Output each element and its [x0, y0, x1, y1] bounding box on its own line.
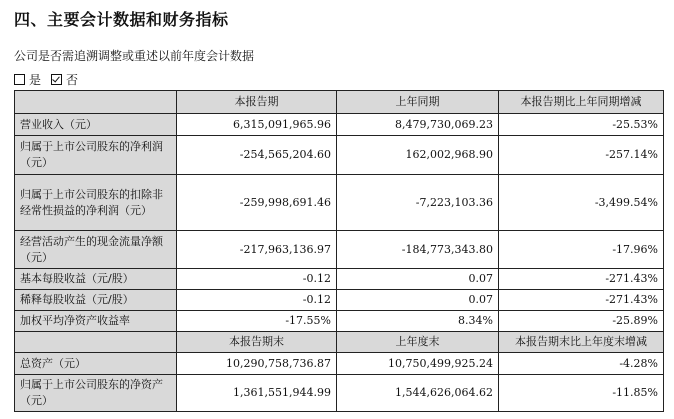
header-cell: 本报告期 [177, 91, 337, 114]
prior-value: 162,002,968.90 [337, 136, 499, 175]
row-label: 营业收入（元） [15, 114, 177, 136]
row-label: 经营活动产生的现金流量净额（元） [15, 231, 177, 269]
header-cell: 本报告期末比上年度末增减 [499, 332, 664, 353]
prior-value: -184,773,343.80 [337, 231, 499, 269]
change-value: -3,499.54% [499, 175, 664, 231]
header-cell: 上年度末 [337, 332, 499, 353]
row-label: 归属于上市公司股东的净资产（元） [15, 375, 177, 412]
current-value: -0.12 [177, 290, 337, 311]
current-value: -217,963,136.97 [177, 231, 337, 269]
prior-value: 8.34% [337, 311, 499, 332]
change-value: -25.53% [499, 114, 664, 136]
row-label: 归属于上市公司股东的净利润（元） [15, 136, 177, 175]
change-value: -271.43% [499, 290, 664, 311]
current-value: 6,315,091,965.96 [177, 114, 337, 136]
header-cell [15, 332, 177, 353]
restatement-question: 公司是否需追溯调整或重述以前年度会计数据 [14, 49, 255, 63]
table-row [15, 136, 664, 175]
prior-value: 8,479,730,069.23 [337, 114, 499, 136]
prior-value: 1,544,626,064.62 [337, 375, 499, 412]
change-value: -17.96% [499, 231, 664, 269]
section-title: 四、主要会计数据和财务指标 [14, 10, 229, 29]
yes-label: 是 [29, 73, 42, 87]
yes-checkbox[interactable] [14, 74, 25, 85]
prior-value: -7,223,103.36 [337, 175, 499, 231]
row-label: 稀释每股收益（元/股） [15, 290, 177, 311]
table-header-row [15, 91, 664, 114]
restatement-options [14, 71, 78, 88]
row-label: 归属于上市公司股东的扣除非经常性损益的净利润（元） [15, 175, 177, 231]
prior-value: 10,750,499,925.24 [337, 353, 499, 375]
header-cell: 上年同期 [337, 91, 499, 114]
prior-value: 0.07 [337, 269, 499, 290]
change-value: -271.43% [499, 269, 664, 290]
table-row [15, 269, 664, 290]
row-label: 加权平均净资产收益率 [15, 311, 177, 332]
no-checkbox[interactable] [51, 74, 62, 85]
table-row [15, 175, 664, 231]
change-value: -257.14% [499, 136, 664, 175]
current-value: 10,290,758,736.87 [177, 353, 337, 375]
table-row [15, 353, 664, 375]
change-value: -4.28% [499, 353, 664, 375]
current-value: -17.55% [177, 311, 337, 332]
table-row [15, 231, 664, 269]
table-row [15, 375, 664, 412]
header-cell: 本报告期末 [177, 332, 337, 353]
current-value: 1,361,551,944.99 [177, 375, 337, 412]
row-label: 总资产（元） [15, 353, 177, 375]
table-row [15, 311, 664, 332]
header-cell: 本报告期比上年同期增减 [499, 91, 664, 114]
change-value: -11.85% [499, 375, 664, 412]
no-label: 否 [66, 73, 79, 87]
financial-indicators-table [14, 90, 664, 412]
header-cell [15, 91, 177, 114]
current-value: -259,998,691.46 [177, 175, 337, 231]
table-header-row [15, 332, 664, 353]
row-label: 基本每股收益（元/股） [15, 269, 177, 290]
change-value: -25.89% [499, 311, 664, 332]
current-value: -254,565,204.60 [177, 136, 337, 175]
current-value: -0.12 [177, 269, 337, 290]
table-row [15, 290, 664, 311]
table-row [15, 114, 664, 136]
prior-value: 0.07 [337, 290, 499, 311]
